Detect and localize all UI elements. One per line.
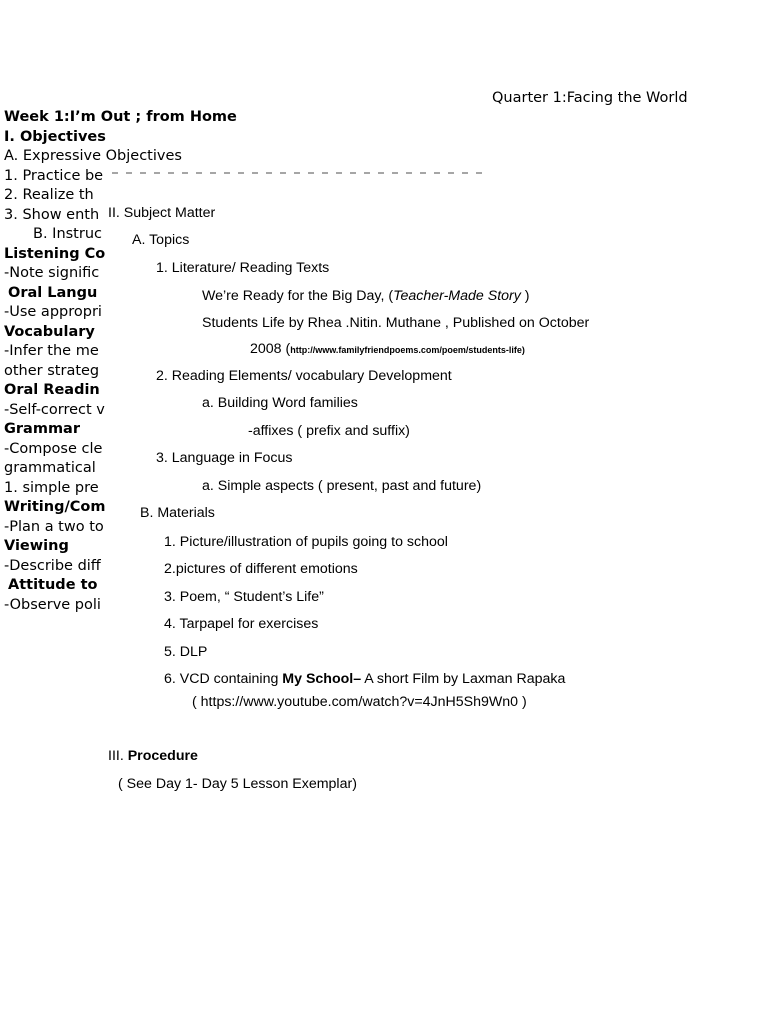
objectives-heading: I. Objectives [4,129,106,145]
reading-text-1 [202,288,530,304]
reading-text-2: Students Life by Rhea .Nitin. Muthane , Published on October [202,315,590,331]
listening-note: -Note signific [4,265,100,281]
procedure-heading [108,748,198,764]
vocabulary-note: -Infer the me [4,343,99,359]
material-6-url: ( https://www.youtube.com/watch?v=4JnH5Sh9Wn0 ) [192,694,527,710]
oral-reading-note: -Self-correct v [4,402,105,418]
expressive-objectives: A. Expressive Objectives [4,148,182,164]
writing-heading: Writing/Com [4,499,106,515]
vocabulary-note-2: other strateg [4,363,100,379]
week-title: Week 1:I’m Out ; from Home [4,109,237,125]
material-4: 4. Tarpapel for exercises [164,616,319,632]
simple-aspects-item: a. Simple aspects ( present, past and future) [202,478,482,494]
affixes-item: -affixes ( prefix and suffix) [248,423,410,439]
oral-language-note: -Use appropri [4,304,102,320]
word-families-item: a. Building Word families [202,395,358,411]
language-focus-item: 3. Language in Focus [156,450,293,466]
procedure-number: III. [108,748,128,764]
literature-item: 1. Literature/ Reading Texts [156,260,330,276]
material-6-author: A short Film by Laxman Rapaka [361,671,566,687]
material-3: 3. Poem, “ Student’s Life” [164,589,324,605]
instructional-objectives: B. Instruc [33,226,102,242]
reading-text-1-close: ) [520,288,530,304]
cutoff-text-fragment [112,172,484,174]
subject-matter-heading: II. Subject Matter [108,205,216,221]
objective-3: 3. Show enth [4,207,100,223]
attitude-heading: Attitude to [8,577,98,593]
objective-1: 1. Practice be [4,168,104,184]
topics-heading: A. Topics [132,232,190,248]
vocabulary-heading: Vocabulary [4,324,95,340]
quarter-title: Quarter 1:Facing the World [492,90,688,106]
reading-text-2-year-label: 2008 ( [250,341,291,357]
procedure-label: Procedure [127,748,198,764]
oral-language-heading: Oral Langu [8,285,98,301]
materials-heading: B. Materials [140,505,215,521]
reading-text-2-url: http://www.familyfriendpoems.com/poem/students-life) [290,345,525,355]
grammar-note-2: grammatical [4,460,96,476]
material-2: 2.pictures of different emotions [164,561,358,577]
subject-matter-panel [108,200,768,820]
objective-2: 2. Realize th [4,187,94,203]
oral-reading-heading: Oral Readin [4,382,100,398]
material-6-label: 6. VCD containing [164,671,283,687]
listening-heading: Listening Co [4,246,106,262]
viewing-heading: Viewing [4,538,69,554]
reading-text-1-title: We’re Ready for the Big Day, ( [202,288,394,304]
grammar-note: -Compose cle [4,441,103,457]
grammar-note-3: 1. simple pre [4,480,99,496]
procedure-note: ( See Day 1- Day 5 Lesson Exemplar) [118,776,357,792]
material-6 [164,671,565,687]
reading-elements-item: 2. Reading Elements/ vocabulary Development [156,368,452,384]
grammar-heading: Grammar [4,421,80,437]
viewing-note: -Describe diff [4,558,101,574]
reading-text-1-source: Teacher-Made Story [393,288,521,304]
material-5: 5. DLP [164,644,208,660]
reading-text-2-year [250,341,525,357]
material-6-title: My School– [282,671,362,687]
writing-note: -Plan a two to [4,519,104,535]
attitude-note: -Observe poli [4,597,101,613]
material-1: 1. Picture/illustration of pupils going to school [164,534,448,550]
